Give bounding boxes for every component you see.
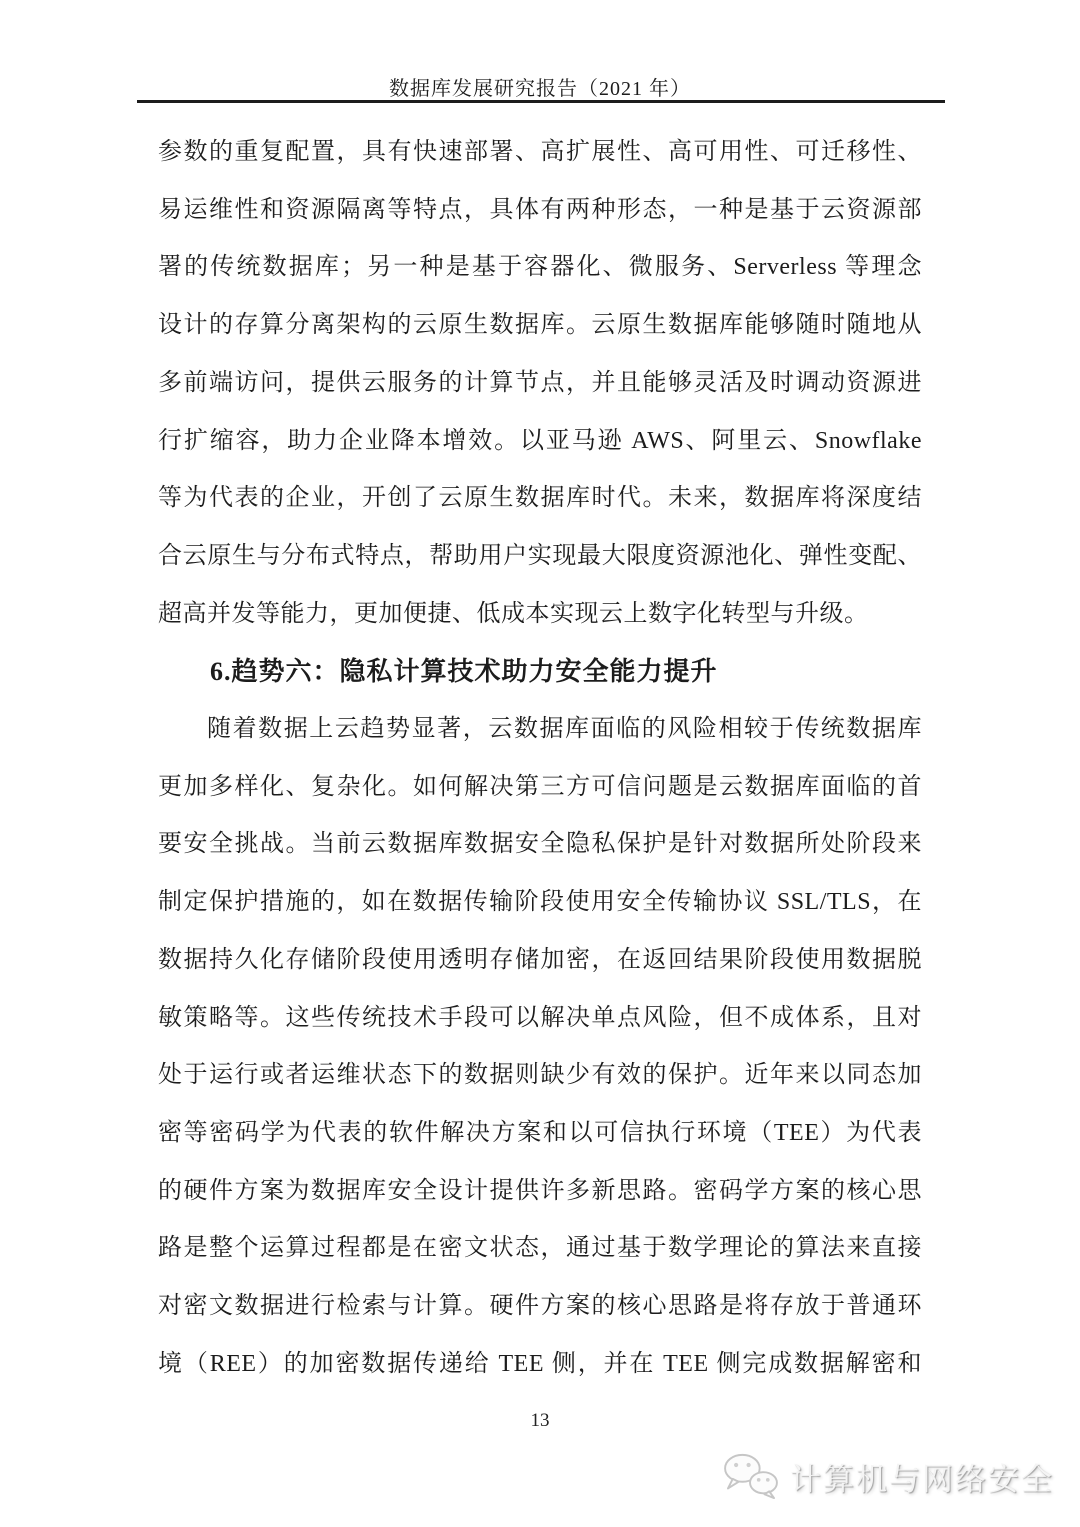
document-body: [158, 124, 922, 1393]
body-line: 多前端访问，提供云服务的计算节点，并且能够灵活及时调动资源进: [158, 369, 922, 396]
body-line: 的硬件方案为数据库安全设计提供许多新思路。密码学方案的核心思: [158, 1177, 922, 1204]
body-line: 制定保护措施的，如在数据传输阶段使用安全传输协议 SSL/TLS，在: [158, 889, 922, 916]
body-line: 对密文数据进行检索与计算。硬件方案的核心思路是将存放于普通环: [158, 1293, 922, 1320]
body-line: 敏策略等。这些传统技术手段可以解决单点风险，但不成体系，且对: [158, 1004, 922, 1031]
body-line: 路是整个运算过程都是在密文状态，通过基于数学理论的算法来直接: [158, 1235, 922, 1262]
section-heading: 6.趋势六：隐私计算技术助力安全能力提升: [210, 657, 718, 687]
body-line: 合云原生与分布式特点，帮助用户实现最大限度资源池化、弹性变配、: [158, 542, 922, 569]
watermark-text: 计算机与网络安全: [790, 1461, 1054, 1497]
body-line: 数据持久化存储阶段使用透明存储加密，在返回结果阶段使用数据脱: [158, 946, 922, 973]
body-line: 处于运行或者运维状态下的数据则缺少有效的保护。近年来以同态加: [158, 1062, 922, 1089]
wechat-logo-icon: [722, 1452, 780, 1500]
body-line: 境（REE）的加密数据传递给 TEE 侧，并在 TEE 侧完成数据解密和: [158, 1350, 922, 1377]
body-line: 行扩缩容，助力企业降本增效。以亚马逊 AWS、阿里云、Snowflake: [158, 427, 922, 454]
body-line: 密等密码学为代表的软件解决方案和以可信执行环境（TEE）为代表: [158, 1119, 922, 1146]
body-line: 等为代表的企业，开创了云原生数据库时代。未来，数据库将深度结: [158, 485, 922, 512]
body-line: 署的传统数据库；另一种是基于容器化、微服务、Serverless 等理念: [158, 254, 922, 281]
body-line: 易运维性和资源隔离等特点，具体有两种形态，一种是基于云资源部: [158, 196, 922, 223]
watermark: [722, 1452, 1054, 1500]
body-line: 参数的重复配置，具有快速部署、高扩展性、高可用性、可迁移性、: [158, 139, 922, 165]
body-line: 更加多样化、复杂化。如何解决第三方可信问题是云数据库面临的首: [158, 773, 922, 800]
body-line: 要安全挑战。当前云数据库数据安全隐私保护是针对数据所处阶段来: [158, 831, 922, 858]
header-rule: [137, 100, 945, 103]
page-number: 13: [530, 1410, 550, 1431]
header-title: 数据库发展研究报告（2021 年）: [389, 78, 691, 100]
body-line: 设计的存算分离架构的云原生数据库。云原生数据库能够随时随地从: [158, 312, 922, 339]
body-line: 超高并发等能力，更加便捷、低成本实现云上数字化转型与升级。: [158, 600, 869, 627]
body-line: 随着数据上云趋势显著，云数据库面临的风险相较于传统数据库: [207, 716, 922, 743]
